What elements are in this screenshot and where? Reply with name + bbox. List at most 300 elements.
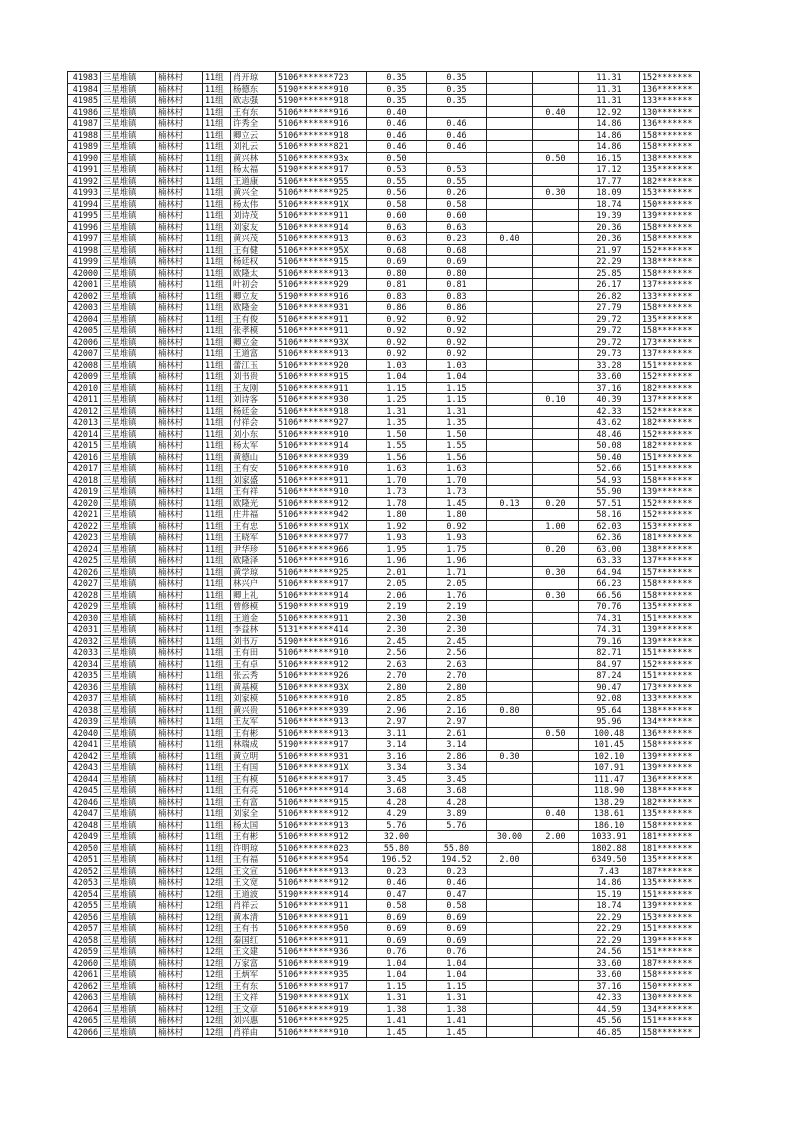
table-row — [68, 187, 700, 199]
cell-row-id: 42062 — [68, 980, 101, 992]
cell-town: 三星堆镇 — [101, 428, 156, 440]
cell-phone: 138******* — [640, 785, 700, 797]
cell-area-a: 1.38 — [427, 1003, 487, 1015]
table-row — [68, 290, 700, 302]
cell-total-area: 0.46 — [367, 141, 427, 153]
cell-phone: 153******* — [640, 911, 700, 923]
cell-amount: 14.86 — [579, 118, 640, 130]
cell-village: 楠林村 — [156, 796, 203, 808]
cell-town: 三星堆镇 — [101, 635, 156, 647]
cell-phone: 151******* — [640, 670, 700, 682]
cell-area-b — [487, 336, 533, 348]
cell-town: 三星堆镇 — [101, 658, 156, 670]
cell-area-c: 0.40 — [533, 106, 579, 118]
cell-name: 王有福 — [231, 854, 276, 866]
table-row — [68, 256, 700, 268]
cell-village: 楠林村 — [156, 210, 203, 222]
cell-area-b: 0.13 — [487, 497, 533, 509]
cell-village: 楠林村 — [156, 980, 203, 992]
cell-id-number: 5106*******916 — [276, 555, 367, 567]
table-row — [68, 992, 700, 1004]
cell-village: 楠林村 — [156, 417, 203, 429]
cell-name: 王道波 — [231, 888, 276, 900]
cell-total-area: 2.85 — [367, 693, 427, 705]
cell-town: 三星堆镇 — [101, 233, 156, 245]
cell-town: 三星堆镇 — [101, 175, 156, 187]
cell-group: 11组 — [203, 187, 231, 199]
cell-phone: 133******* — [640, 693, 700, 705]
cell-row-id: 42000 — [68, 267, 101, 279]
cell-phone: 135******* — [640, 601, 700, 613]
cell-village: 楠林村 — [156, 819, 203, 831]
cell-name: 蕾江玉 — [231, 359, 276, 371]
cell-area-a: 2.63 — [427, 658, 487, 670]
table-row — [68, 934, 700, 946]
cell-area-b — [487, 762, 533, 774]
cell-total-area: 1.31 — [367, 992, 427, 1004]
cell-area-c — [533, 934, 579, 946]
cell-area-c: 0.30 — [533, 566, 579, 578]
cell-name: 王道康 — [231, 175, 276, 187]
cell-area-c: 1.00 — [533, 520, 579, 532]
cell-village: 楠林村 — [156, 739, 203, 751]
cell-area-c — [533, 451, 579, 463]
cell-area-a: 0.26 — [427, 187, 487, 199]
cell-amount: 18.74 — [579, 900, 640, 912]
cell-village: 楠林村 — [156, 198, 203, 210]
cell-phone: 137******* — [640, 394, 700, 406]
cell-village: 楠林村 — [156, 221, 203, 233]
cell-group: 11组 — [203, 831, 231, 843]
table-row — [68, 854, 700, 866]
cell-id-number: 5106*******935 — [276, 969, 367, 981]
cell-phone: 135******* — [640, 877, 700, 889]
cell-total-area: 0.69 — [367, 911, 427, 923]
cell-area-b — [487, 187, 533, 199]
cell-id-number: 5106*******918 — [276, 129, 367, 141]
cell-town: 三星堆镇 — [101, 394, 156, 406]
cell-total-area: 0.92 — [367, 313, 427, 325]
cell-town: 三星堆镇 — [101, 359, 156, 371]
cell-group: 11组 — [203, 612, 231, 624]
cell-amount: 101.45 — [579, 739, 640, 751]
cell-amount: 48.46 — [579, 428, 640, 440]
cell-amount: 50.08 — [579, 440, 640, 452]
cell-area-c — [533, 877, 579, 889]
cell-group: 11组 — [203, 394, 231, 406]
cell-id-number: 5106*******977 — [276, 532, 367, 544]
cell-name: 尹华珍 — [231, 543, 276, 555]
table-row — [68, 233, 700, 245]
cell-total-area: 2.80 — [367, 681, 427, 693]
cell-total-area: 0.69 — [367, 934, 427, 946]
cell-amount: 95.64 — [579, 704, 640, 716]
cell-area-b — [487, 267, 533, 279]
cell-area-c — [533, 486, 579, 498]
cell-town: 三星堆镇 — [101, 325, 156, 337]
cell-phone: 139******* — [640, 486, 700, 498]
cell-id-number: 5190*******916 — [276, 635, 367, 647]
cell-name: 王有国 — [231, 762, 276, 774]
cell-area-a: 0.69 — [427, 923, 487, 935]
cell-amount: 95.96 — [579, 716, 640, 728]
cell-total-area: 0.76 — [367, 946, 427, 958]
table-row — [68, 210, 700, 222]
cell-area-b — [487, 624, 533, 636]
table-row — [68, 566, 700, 578]
cell-phone: 181******* — [640, 532, 700, 544]
cell-area-a: 1.45 — [427, 1026, 487, 1038]
cell-area-c — [533, 635, 579, 647]
cell-group: 11组 — [203, 681, 231, 693]
cell-id-number: 5106*******913 — [276, 865, 367, 877]
cell-area-a: 2.85 — [427, 693, 487, 705]
cell-area-b — [487, 256, 533, 268]
cell-area-a: 0.23 — [427, 865, 487, 877]
cell-phone: 158******* — [640, 589, 700, 601]
cell-id-number: 5106*******821 — [276, 141, 367, 153]
table-row — [68, 877, 700, 889]
cell-total-area: 0.92 — [367, 348, 427, 360]
cell-row-id: 42017 — [68, 463, 101, 475]
cell-total-area: 2.97 — [367, 716, 427, 728]
cell-village: 楠林村 — [156, 95, 203, 107]
cell-area-b: 30.00 — [487, 831, 533, 843]
cell-town: 三星堆镇 — [101, 256, 156, 268]
cell-amount: 37.16 — [579, 382, 640, 394]
cell-area-c — [533, 325, 579, 337]
cell-id-number: 5106*******927 — [276, 417, 367, 429]
cell-phone: 139******* — [640, 635, 700, 647]
cell-id-number: 5106*******911 — [276, 612, 367, 624]
cell-area-a: 0.63 — [427, 221, 487, 233]
cell-area-b — [487, 164, 533, 176]
cell-id-number: 5106*******911 — [276, 313, 367, 325]
cell-area-c — [533, 716, 579, 728]
cell-name: 欧隆泽 — [231, 555, 276, 567]
cell-town: 三星堆镇 — [101, 106, 156, 118]
cell-village: 楠林村 — [156, 348, 203, 360]
cell-group: 12组 — [203, 969, 231, 981]
cell-name: 黄基模 — [231, 681, 276, 693]
cell-amount: 18.09 — [579, 187, 640, 199]
cell-area-c — [533, 670, 579, 682]
cell-area-a: 2.30 — [427, 624, 487, 636]
cell-amount: 138.61 — [579, 808, 640, 820]
cell-name: 刘书万 — [231, 635, 276, 647]
cell-village: 楠林村 — [156, 762, 203, 774]
cell-row-id: 42060 — [68, 957, 101, 969]
cell-village: 楠林村 — [156, 1015, 203, 1027]
cell-phone: 187******* — [640, 957, 700, 969]
cell-name: 卿上礼 — [231, 589, 276, 601]
cell-row-id: 42063 — [68, 992, 101, 1004]
cell-total-area: 0.46 — [367, 129, 427, 141]
cell-row-id: 42045 — [68, 785, 101, 797]
cell-phone: 133******* — [640, 290, 700, 302]
cell-village: 楠林村 — [156, 394, 203, 406]
cell-area-c — [533, 141, 579, 153]
cell-amount: 22.29 — [579, 911, 640, 923]
cell-village: 楠林村 — [156, 877, 203, 889]
cell-town: 三星堆镇 — [101, 842, 156, 854]
cell-phone: 158******* — [640, 141, 700, 153]
cell-area-c: 0.40 — [533, 808, 579, 820]
cell-row-id: 42033 — [68, 647, 101, 659]
cell-town: 三星堆镇 — [101, 819, 156, 831]
cell-group: 11组 — [203, 336, 231, 348]
cell-area-c — [533, 739, 579, 751]
cell-amount: 14.86 — [579, 877, 640, 889]
cell-group: 11组 — [203, 543, 231, 555]
cell-name: 王有健 — [231, 244, 276, 256]
cell-area-b — [487, 969, 533, 981]
cell-total-area: 1.95 — [367, 543, 427, 555]
cell-area-b — [487, 428, 533, 440]
cell-name: 张孝模 — [231, 325, 276, 337]
cell-village: 楠林村 — [156, 1026, 203, 1038]
cell-area-c — [533, 681, 579, 693]
cell-name: 黄立明 — [231, 750, 276, 762]
cell-town: 三星堆镇 — [101, 520, 156, 532]
cell-name: 王有祥 — [231, 486, 276, 498]
cell-group: 11组 — [203, 72, 231, 84]
cell-total-area: 0.83 — [367, 290, 427, 302]
cell-row-id: 42044 — [68, 773, 101, 785]
cell-village: 楠林村 — [156, 670, 203, 682]
cell-area-b — [487, 865, 533, 877]
cell-area-a: 194.52 — [427, 854, 487, 866]
cell-group: 11组 — [203, 635, 231, 647]
cell-village: 楠林村 — [156, 336, 203, 348]
cell-town: 三星堆镇 — [101, 187, 156, 199]
cell-area-b — [487, 647, 533, 659]
cell-town: 三星堆镇 — [101, 486, 156, 498]
cell-area-c: 0.20 — [533, 497, 579, 509]
cell-amount: 66.23 — [579, 578, 640, 590]
cell-id-number: 5190*******916 — [276, 290, 367, 302]
table-row — [68, 532, 700, 544]
spreadsheet-page — [67, 71, 700, 1038]
cell-phone: 135******* — [640, 164, 700, 176]
cell-area-b — [487, 566, 533, 578]
cell-amount: 29.72 — [579, 313, 640, 325]
cell-area-a — [427, 152, 487, 164]
cell-area-a: 0.69 — [427, 911, 487, 923]
cell-row-id: 42057 — [68, 923, 101, 935]
cell-id-number: 5190*******918 — [276, 95, 367, 107]
cell-phone: 139******* — [640, 934, 700, 946]
cell-name: 王有彬 — [231, 727, 276, 739]
cell-row-id: 42041 — [68, 739, 101, 751]
cell-name: 肖祥云 — [231, 900, 276, 912]
cell-area-b — [487, 796, 533, 808]
cell-phone: 139******* — [640, 750, 700, 762]
cell-group: 11组 — [203, 95, 231, 107]
cell-amount: 11.31 — [579, 72, 640, 84]
cell-area-b — [487, 394, 533, 406]
cell-group: 11组 — [203, 578, 231, 590]
cell-town: 三星堆镇 — [101, 141, 156, 153]
cell-name: 秦国红 — [231, 934, 276, 946]
cell-name: 杨廷权 — [231, 256, 276, 268]
cell-total-area: 1.96 — [367, 555, 427, 567]
table-row — [68, 221, 700, 233]
cell-id-number: 5106*******913 — [276, 348, 367, 360]
cell-id-number: 5190*******917 — [276, 739, 367, 751]
cell-total-area: 1.50 — [367, 428, 427, 440]
cell-area-c — [533, 244, 579, 256]
cell-id-number: 5106*******910 — [276, 486, 367, 498]
cell-area-b — [487, 325, 533, 337]
cell-name: 刘小东 — [231, 428, 276, 440]
cell-id-number: 5106*******917 — [276, 980, 367, 992]
cell-area-c — [533, 750, 579, 762]
table-row — [68, 463, 700, 475]
cell-group: 11组 — [203, 589, 231, 601]
table-row — [68, 440, 700, 452]
cell-group: 11组 — [203, 290, 231, 302]
table-row — [68, 267, 700, 279]
cell-id-number: 5106*******912 — [276, 831, 367, 843]
cell-village: 楠林村 — [156, 635, 203, 647]
cell-group: 12组 — [203, 877, 231, 889]
cell-area-b — [487, 612, 533, 624]
cell-amount: 29.73 — [579, 348, 640, 360]
cell-group: 11组 — [203, 739, 231, 751]
cell-amount: 57.51 — [579, 497, 640, 509]
cell-town: 三星堆镇 — [101, 279, 156, 291]
cell-group: 11组 — [203, 704, 231, 716]
cell-area-c — [533, 313, 579, 325]
cell-row-id: 41989 — [68, 141, 101, 153]
cell-amount: 70.76 — [579, 601, 640, 613]
cell-town: 三星堆镇 — [101, 566, 156, 578]
cell-name: 王道富 — [231, 348, 276, 360]
cell-area-c — [533, 371, 579, 383]
cell-area-a: 1.50 — [427, 428, 487, 440]
cell-village: 楠林村 — [156, 187, 203, 199]
cell-amount: 18.74 — [579, 198, 640, 210]
cell-area-b — [487, 1015, 533, 1027]
cell-id-number: 5190*******917 — [276, 164, 367, 176]
cell-town: 三星堆镇 — [101, 72, 156, 84]
cell-name: 欧志强 — [231, 95, 276, 107]
cell-area-c — [533, 348, 579, 360]
cell-town: 三星堆镇 — [101, 923, 156, 935]
cell-row-id: 41986 — [68, 106, 101, 118]
cell-name: 肖祥由 — [231, 1026, 276, 1038]
cell-group: 12组 — [203, 1026, 231, 1038]
cell-total-area: 0.55 — [367, 175, 427, 187]
cell-name: 刘诗客 — [231, 394, 276, 406]
cell-amount: 11.31 — [579, 95, 640, 107]
cell-phone: 134******* — [640, 716, 700, 728]
cell-area-c — [533, 95, 579, 107]
cell-group: 11组 — [203, 727, 231, 739]
cell-town: 三星堆镇 — [101, 992, 156, 1004]
cell-area-b — [487, 509, 533, 521]
cell-phone: 152******* — [640, 72, 700, 84]
cell-total-area: 4.29 — [367, 808, 427, 820]
cell-phone: 158******* — [640, 578, 700, 590]
cell-village: 楠林村 — [156, 704, 203, 716]
cell-phone: 137******* — [640, 279, 700, 291]
cell-amount: 11.31 — [579, 83, 640, 95]
cell-row-id: 42031 — [68, 624, 101, 636]
cell-name: 杨太伟 — [231, 198, 276, 210]
cell-row-id: 42066 — [68, 1026, 101, 1038]
cell-group: 11组 — [203, 359, 231, 371]
cell-area-b: 0.30 — [487, 750, 533, 762]
cell-total-area: 5.76 — [367, 819, 427, 831]
cell-area-a: 1.96 — [427, 555, 487, 567]
cell-area-a: 0.60 — [427, 210, 487, 222]
cell-total-area: 1.55 — [367, 440, 427, 452]
cell-name: 刘家友 — [231, 221, 276, 233]
data-table — [67, 71, 700, 1038]
cell-name: 张云秀 — [231, 670, 276, 682]
cell-town: 三星堆镇 — [101, 221, 156, 233]
cell-id-number: 5106*******913 — [276, 819, 367, 831]
cell-id-number: 5190*******910 — [276, 83, 367, 95]
cell-phone: 153******* — [640, 187, 700, 199]
cell-village: 楠林村 — [156, 233, 203, 245]
table-row — [68, 325, 700, 337]
cell-phone: 134******* — [640, 1003, 700, 1015]
cell-row-id: 41994 — [68, 198, 101, 210]
cell-total-area: 1.15 — [367, 980, 427, 992]
cell-total-area: 0.60 — [367, 210, 427, 222]
cell-area-b — [487, 601, 533, 613]
cell-group: 12组 — [203, 900, 231, 912]
cell-row-id: 42056 — [68, 911, 101, 923]
cell-total-area: 196.52 — [367, 854, 427, 866]
cell-phone: 136******* — [640, 118, 700, 130]
cell-area-c — [533, 658, 579, 670]
cell-area-b — [487, 83, 533, 95]
cell-area-a: 1.75 — [427, 543, 487, 555]
cell-phone: 139******* — [640, 624, 700, 636]
cell-town: 三星堆镇 — [101, 980, 156, 992]
cell-village: 楠林村 — [156, 118, 203, 130]
cell-phone: 182******* — [640, 382, 700, 394]
cell-group: 11组 — [203, 762, 231, 774]
cell-row-id: 42010 — [68, 382, 101, 394]
cell-id-number: 5106*******915 — [276, 371, 367, 383]
cell-village: 楠林村 — [156, 371, 203, 383]
table-row — [68, 969, 700, 981]
cell-phone: 152******* — [640, 428, 700, 440]
cell-group: 11组 — [203, 221, 231, 233]
cell-id-number: 5106*******913 — [276, 233, 367, 245]
cell-id-number: 5106*******917 — [276, 773, 367, 785]
table-row — [68, 911, 700, 923]
cell-id-number: 5106*******925 — [276, 1015, 367, 1027]
cell-area-a: 2.56 — [427, 647, 487, 659]
cell-amount: 26.82 — [579, 290, 640, 302]
cell-phone: 138******* — [640, 543, 700, 555]
cell-phone: 137******* — [640, 348, 700, 360]
cell-town: 三星堆镇 — [101, 244, 156, 256]
cell-total-area: 0.47 — [367, 888, 427, 900]
cell-row-id: 42034 — [68, 658, 101, 670]
cell-area-b — [487, 486, 533, 498]
cell-area-b — [487, 244, 533, 256]
cell-group: 11组 — [203, 417, 231, 429]
table-row — [68, 520, 700, 532]
cell-area-c: 0.50 — [533, 727, 579, 739]
